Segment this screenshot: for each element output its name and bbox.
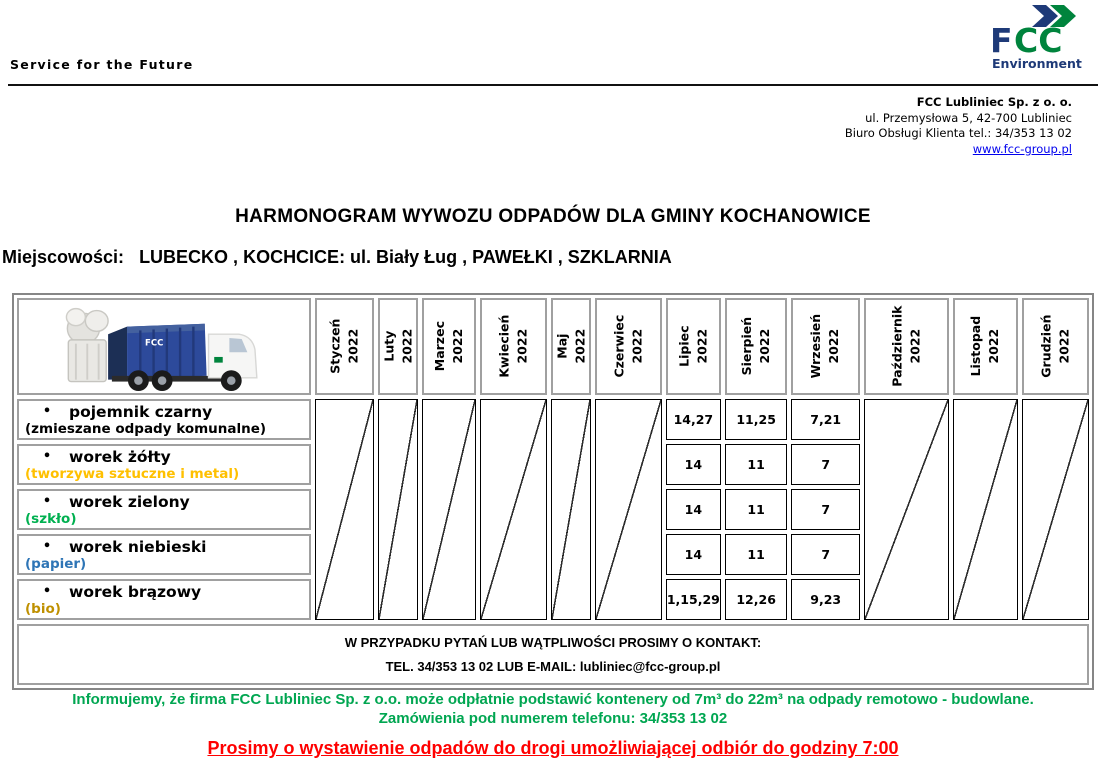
crossed-column-listopad <box>953 399 1018 620</box>
fcc-logo <box>984 4 1090 72</box>
bullet-icon: • <box>42 404 52 419</box>
month-header-maj <box>551 298 591 395</box>
company-phone: Biuro Obsługi Klienta tel.: 34/353 13 02 <box>844 126 1072 141</box>
truck-hopper <box>108 326 127 379</box>
waste-row-pojemnik-czarny <box>17 399 311 440</box>
month-year: 2022 <box>345 329 361 364</box>
month-name: Styczeń <box>327 318 343 375</box>
pickup-time-notice: Prosimy o wystawienie odpadów do drogi umożliwiającej odbiór do godziny 7:00 <box>207 738 899 758</box>
localities-label: Miejscowości: <box>2 247 125 267</box>
pickup-dates-cell: 7,21 <box>791 399 860 440</box>
month-name: Grudzień <box>1038 314 1054 379</box>
localities-value: LUBECKO , KOCHCICE: ul. Biały Ług , PAWEŁKI , SZKLARNIA <box>139 247 672 267</box>
bullet-icon: • <box>42 449 52 464</box>
logo-letters-cc: CC <box>1014 21 1063 60</box>
pickup-dates-cell: 14,27 <box>666 399 721 440</box>
header-divider <box>8 84 1098 86</box>
garbage-truck-image <box>55 302 273 392</box>
paper-pile <box>66 308 108 381</box>
contact-line-1: W PRZYPADKU PYTAŃ LUB WĄTPLIWOŚCI PROSIMY O KONTAKT: <box>344 635 762 650</box>
waste-title: worek niebieski <box>69 538 207 556</box>
month-year: 2022 <box>629 329 645 364</box>
month-name: Marzec <box>431 321 447 372</box>
website-link[interactable]: www.fcc-group.pl <box>972 141 1072 156</box>
company-street: ul. Przemysłowa 5, 42-700 Lubliniec <box>865 110 1072 125</box>
month-header-grudzien <box>1022 298 1089 395</box>
pickup-dates-cell: 7 <box>791 444 860 485</box>
schedule-table <box>12 293 1094 690</box>
month-year: 2022 <box>757 329 773 364</box>
month-year: 2022 <box>907 329 923 364</box>
month-header-styczen <box>315 298 374 395</box>
month-name: Lipiec <box>676 325 692 368</box>
month-year: 2022 <box>1056 329 1072 364</box>
month-header-sierpien <box>725 298 788 395</box>
crossed-column-kwiecien <box>480 399 547 620</box>
contact-line-2: TEL. 34/353 13 02 LUB E-MAIL: lubliniec@fcc-group.pl <box>385 659 721 674</box>
waste-row-worek-zielony <box>17 489 311 530</box>
truck-brand-label: FCC <box>145 338 164 349</box>
truck-header-cell <box>17 298 311 395</box>
truck-body <box>127 323 207 377</box>
waste-subtitle: (papier) <box>25 555 87 572</box>
month-header-wrzesien <box>791 298 860 395</box>
pickup-dates-cell: 11,25 <box>725 399 788 440</box>
pickup-dates-cell: 14 <box>666 534 721 575</box>
waste-title: worek brązowy <box>69 583 202 601</box>
month-year: 2022 <box>986 329 1002 364</box>
waste-title: worek zielony <box>69 493 190 511</box>
container-rental-line-1: Informujemy, że firma FCC Lubliniec Sp. z o.o. może odpłatnie podstawić kontenery od 7m³ do 22m³ na odpady remotowo - budowlane. <box>72 691 1034 708</box>
container-rental-note <box>0 691 1106 729</box>
pickup-dates-cell: 1,15,29 <box>666 579 721 620</box>
month-header-kwiecien <box>480 298 547 395</box>
waste-row-worek-brazowy <box>17 579 311 620</box>
waste-row-worek-zolty <box>17 444 311 485</box>
pickup-dates-cell: 11 <box>725 534 788 575</box>
month-name: Listopad <box>968 316 984 377</box>
crossed-column-styczen <box>315 399 374 620</box>
company-address-block <box>845 95 1072 157</box>
month-name: Sierpień <box>739 317 755 376</box>
month-year: 2022 <box>514 329 530 364</box>
month-header-czerwiec <box>595 298 662 395</box>
bullet-icon: • <box>42 539 52 554</box>
pickup-dates-cell: 7 <box>791 534 860 575</box>
logo-letter-f: F <box>990 21 1013 60</box>
month-header-pazdziernik <box>864 298 949 395</box>
logo-subtitle: Environment <box>992 56 1082 71</box>
crossed-column-czerwiec <box>595 399 662 620</box>
waste-subtitle: (zmieszane odpady komunalne) <box>25 420 267 437</box>
waste-subtitle: (bio) <box>25 600 61 617</box>
pickup-dates-cell: 14 <box>666 444 721 485</box>
fcc-logo-graphic <box>984 4 1090 72</box>
waste-subtitle: (tworzywa sztuczne i metal) <box>25 465 240 482</box>
waste-subtitle: (szkło) <box>25 510 77 527</box>
pickup-dates-cell: 11 <box>725 444 788 485</box>
month-year: 2022 <box>694 329 710 364</box>
bullet-icon: • <box>42 584 52 599</box>
month-year: 2022 <box>572 329 588 364</box>
localities-line <box>2 247 1106 268</box>
waste-title: worek żółty <box>69 448 171 466</box>
company-tagline: Service for the Future <box>10 57 194 72</box>
bullet-icon: • <box>42 494 52 509</box>
month-year: 2022 <box>450 329 466 364</box>
month-name: Czerwiec <box>611 315 627 378</box>
month-name: Październik <box>889 305 905 388</box>
page-title: HARMONOGRAM WYWOZU ODPADÓW DLA GMINY KOCHANOWICE <box>235 206 871 227</box>
month-header-luty <box>378 298 418 395</box>
company-name: FCC Lubliniec Sp. z o. o. <box>916 95 1072 109</box>
month-header-listopad <box>953 298 1018 395</box>
month-name: Kwiecień <box>496 314 512 379</box>
crossed-column-maj <box>551 399 591 620</box>
month-name: Maj <box>554 333 570 360</box>
pickup-dates-cell: 14 <box>666 489 721 530</box>
waste-title: pojemnik czarny <box>69 403 213 421</box>
month-year: 2022 <box>399 329 415 364</box>
month-header-lipiec <box>666 298 721 395</box>
table-contact-footer <box>17 624 1089 685</box>
pickup-dates-cell: 11 <box>725 489 788 530</box>
crossed-column-luty <box>378 399 418 620</box>
crossed-column-grudzien <box>1022 399 1089 620</box>
container-rental-line-2: Zamówienia pod numerem telefonu: 34/353 13 02 <box>378 709 728 727</box>
pickup-dates-cell: 7 <box>791 489 860 530</box>
month-header-marzec <box>422 298 476 395</box>
crossed-column-pazdziernik <box>864 399 949 620</box>
month-name: Luty <box>380 331 396 363</box>
crossed-column-marzec <box>422 399 476 620</box>
pickup-dates-cell: 9,23 <box>791 579 860 620</box>
month-year: 2022 <box>826 329 842 364</box>
month-name: Wrzesień <box>808 314 824 379</box>
waste-row-worek-niebieski <box>17 534 311 575</box>
pickup-dates-cell: 12,26 <box>725 579 788 620</box>
